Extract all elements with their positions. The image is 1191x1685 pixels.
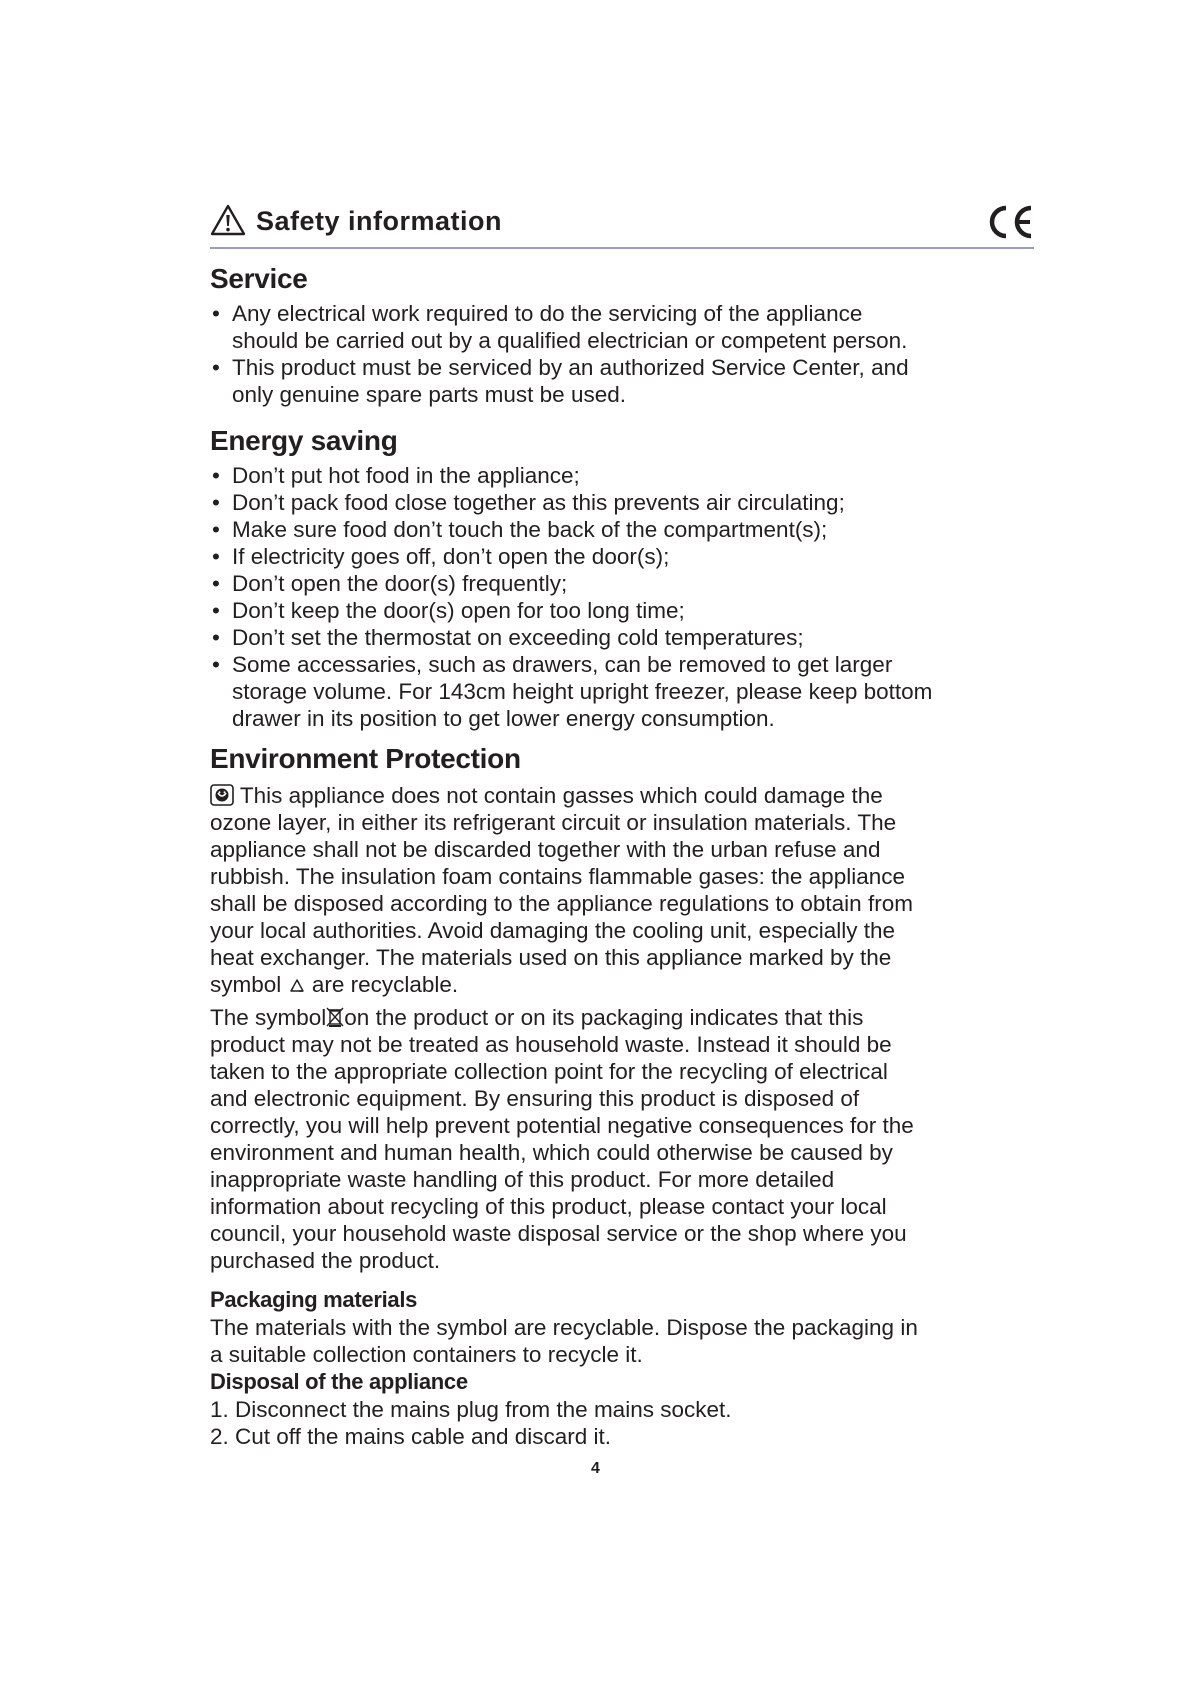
list-item: • Don’t set the thermostat on exceeding cold temperatures; (212, 625, 804, 650)
ozone-safe-icon (210, 784, 234, 806)
energy-list (210, 462, 1040, 732)
section-title-disposal: Disposal of the appliance (210, 1369, 468, 1394)
section-title-service: Service (210, 263, 308, 294)
list-item: • Don’t put hot food in the appliance; (212, 463, 580, 488)
list-item: • This product must be serviced by an authorized Service Center, and only genuine spare parts must be used. (212, 355, 909, 407)
packaging-text: a suitable collection containers to recycle it. (210, 1342, 643, 1367)
list-item: • Don’t keep the door(s) open for too long time; (212, 598, 685, 623)
disposal-section (210, 1368, 1040, 1450)
page-number: 4 (591, 1460, 600, 1477)
ce-mark-icon (984, 204, 1034, 240)
list-item: • Some accessaries, such as drawers, can be removed to get larger storage volume. For 143cm height upright freezer, please keep bottom drawer in its position to get lower energy consumption. (212, 652, 933, 731)
service-section (210, 262, 1040, 408)
list-item: • Any electrical work required to do the servicing of the appliance should be carried out by a qualified electrician or competent person. (212, 301, 908, 353)
environment-paragraph-2: The symbol on the product or on its packaging indicates that this product may not be treated as household waste. Instead it should be taken to the appropriate collection point for the recycling of electrical and electronic equipment. By ensuring this product is disposed of correctly, you will help prevent potential negative consequences for the environment and human health, which could otherwise be caused by inappropriate waste handling of this product. For more detailed information about recycling of this product, please contact your local council, your household waste disposal service or the shop where you purchased the product. (210, 1005, 914, 1273)
crossed-out-bin-icon (326, 1006, 344, 1028)
recycle-symbol-icon (288, 977, 306, 995)
disposal-steps (210, 1396, 1040, 1450)
environment-section (210, 742, 1040, 1274)
list-item: • Don’t pack food close together as this prevents air circulating; (212, 490, 845, 515)
energy-saving-section (210, 424, 1040, 732)
packaging-section (210, 1286, 1040, 1368)
page-header (210, 200, 1034, 250)
list-item: • Don’t open the door(s) frequently; (212, 571, 568, 596)
page-title: Safety information (256, 206, 503, 236)
page-content (210, 262, 1040, 1450)
section-title-packaging: Packaging materials (210, 1287, 418, 1312)
service-list (210, 300, 1040, 408)
packaging-text: The materials with the symbol are recyclable. Dispose the packaging in (210, 1315, 918, 1340)
list-item: • If electricity goes off, don’t open the door(s); (212, 544, 670, 569)
list-item: 2. Cut off the mains cable and discard it. (210, 1424, 612, 1449)
warning-triangle-icon (210, 204, 246, 236)
section-title-environment: Environment Protection (210, 743, 521, 774)
list-item: • Make sure food don’t touch the back of the compartment(s); (212, 517, 828, 542)
header-divider (210, 247, 1034, 249)
section-title-energy: Energy saving (210, 425, 398, 456)
environment-paragraph-1: This appliance does not contain gasses which could damage the ozone layer, in either its refrigerant circuit or insulation materials. The appliance shall not be discarded together with the urban refuse and rubbish. The insulation foam contains flammable gases: the appliance shall be disposed according to the appliance regulations to obtain from your local authorities. Avoid damaging the cooling unit, especially the heat exchanger. The materials used on this appliance marked by the symbol are recyclable. (210, 783, 913, 997)
list-item: 1. Disconnect the mains plug from the mains socket. (210, 1397, 732, 1422)
